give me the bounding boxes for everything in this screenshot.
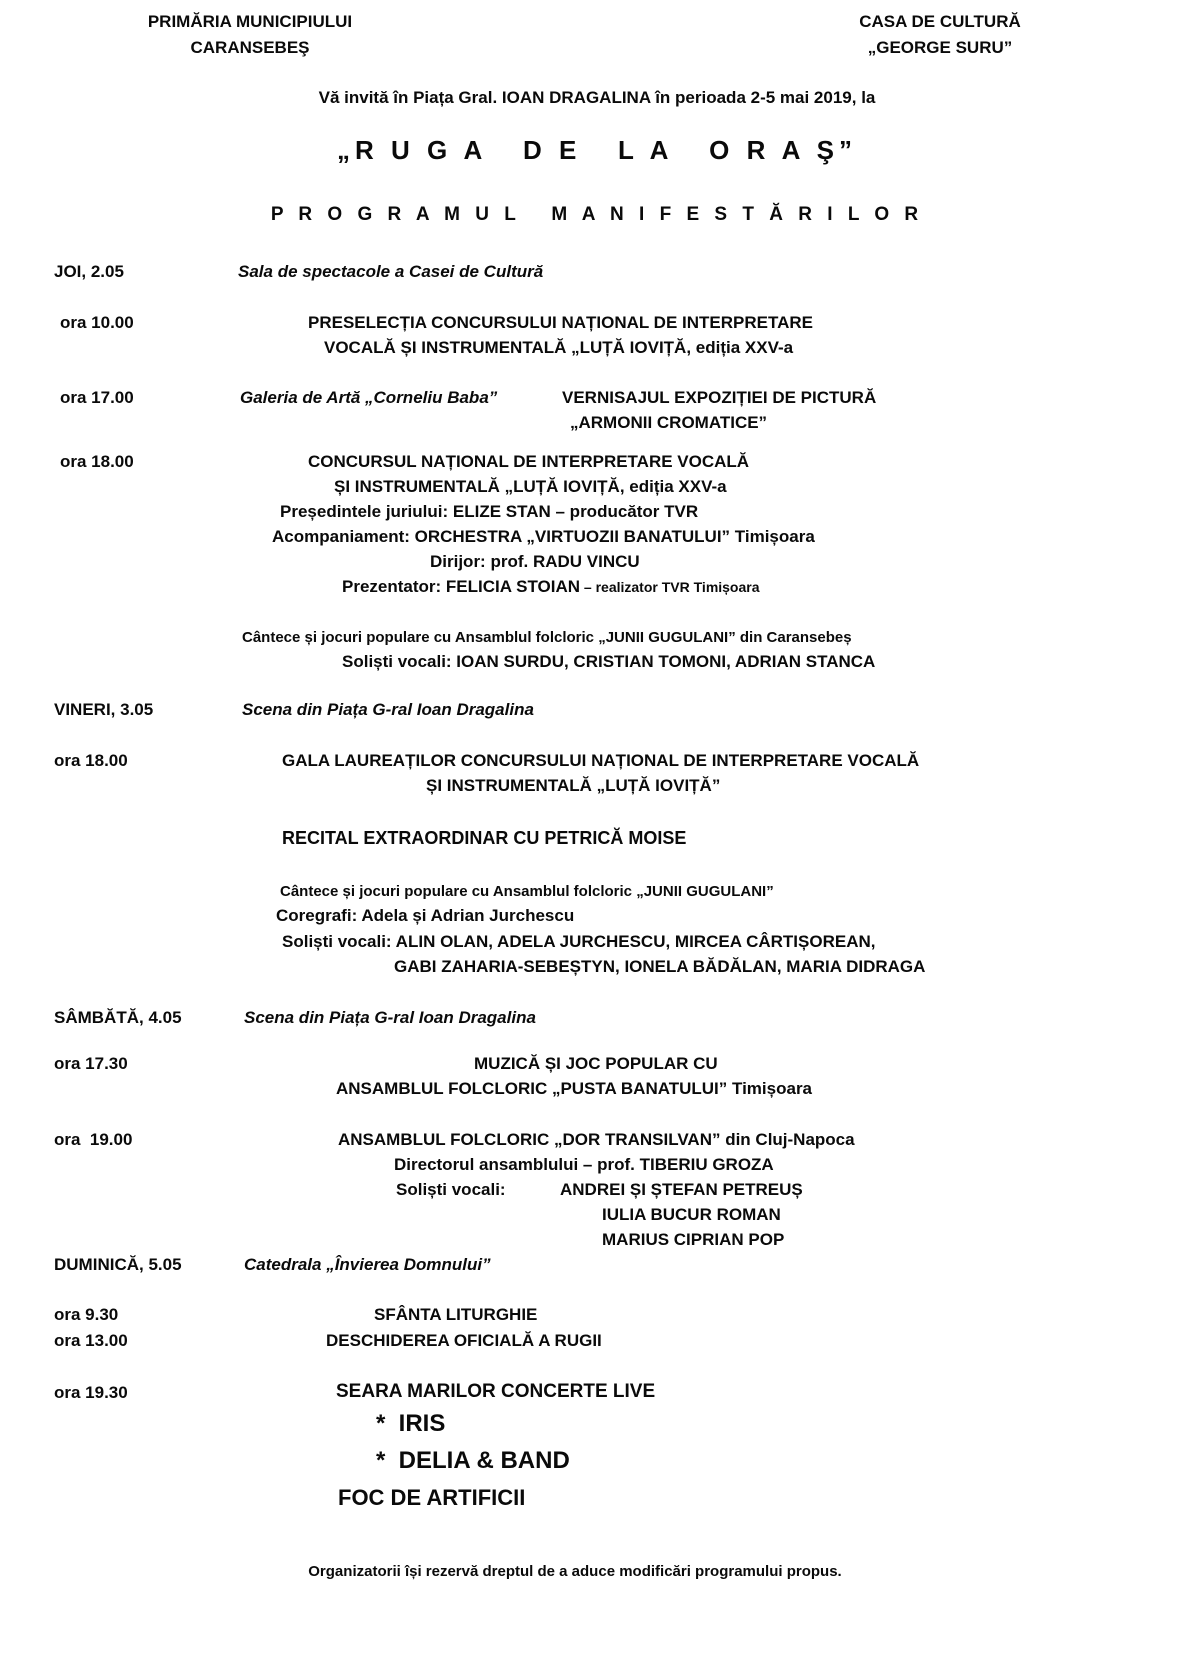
event-line: Soliști vocali:	[396, 1180, 506, 1199]
event-line: Soliști vocali: ALIN OLAN, ADELA JURCHESCU, MIRCEA CÂRTIȘOREAN,	[282, 932, 876, 951]
time-label: ora 9.30	[54, 1305, 119, 1324]
presenter-role: – realizator TVR Timișoara	[580, 579, 760, 595]
venue-sambata: Scena din Piața G-ral Ioan Dragalina	[244, 1008, 536, 1027]
event-line: „ARMONII CROMATICE”	[570, 413, 768, 432]
day-label-joi: JOI, 2.05	[54, 262, 124, 281]
footer-note: Organizatorii își rezervă dreptul de a aduce modificări programului propus.	[308, 1563, 842, 1580]
event-line: ȘI INSTRUMENTALĂ „LUȚĂ IOVIȚĂ, ediția XXV-a	[334, 477, 727, 496]
event-line: MUZICĂ ȘI JOC POPULAR CU	[474, 1054, 718, 1073]
day-label-vineri: VINERI, 3.05	[54, 700, 154, 719]
time-label: ora 13.00	[54, 1331, 128, 1350]
day-label-duminica: DUMINICĂ, 5.05	[54, 1255, 182, 1274]
invitation-text: Vă invită în Piața Gral. IOAN DRAGALINA în perioada 2-5 mai 2019, la	[318, 88, 876, 107]
event-line: Cântece și jocuri populare cu Ansamblul folcloric „JUNII GUGULANI”	[280, 883, 774, 900]
venue-duminica: Catedrala „Învierea Domnului”	[244, 1255, 491, 1274]
event-line: ANSAMBLUL FOLCLORIC „DOR TRANSILVAN” din Cluj-Napoca	[338, 1130, 855, 1149]
event-line: PRESELECȚIA CONCURSULUI NAȚIONAL DE INTERPRETARE	[308, 313, 813, 332]
fireworks-line: FOC DE ARTIFICII	[338, 1485, 526, 1510]
time-label: ora 17.00	[60, 388, 134, 407]
time-label: ora 10.00	[60, 313, 134, 332]
event-line: GALA LAUREAȚILOR CONCURSULUI NAȚIONAL DE INTERPRETARE VOCALĂ	[282, 751, 920, 770]
concert-act: * DELIA & BAND	[376, 1447, 570, 1474]
organizer-right-line1: CASA DE CULTURĂ	[859, 12, 1021, 31]
event-line: RECITAL EXTRAORDINAR CU PETRICĂ MOISE	[282, 828, 687, 848]
event-line: DESCHIDEREA OFICIALĂ A RUGII	[326, 1331, 602, 1350]
event-line	[342, 577, 760, 597]
event-line: VOCALĂ ȘI INSTRUMENTALĂ „LUȚĂ IOVIȚĂ, ediția XXV-a	[324, 338, 794, 357]
organizer-right-line2: „GEORGE SURU”	[867, 38, 1013, 57]
event-line: IULIA BUCUR ROMAN	[602, 1205, 781, 1224]
time-label: ora 19.00	[54, 1130, 133, 1149]
concert-act: * IRIS	[376, 1410, 446, 1437]
day-label-sambata: SÂMBĂTĂ, 4.05	[54, 1008, 182, 1027]
venue-joi: Sala de spectacole a Casei de Cultură	[238, 262, 544, 281]
event-line: Acompaniament: ORCHESTRA „VIRTUOZII BANATULUI” Timișoara	[272, 527, 815, 546]
event-line: GABI ZAHARIA-SEBEȘTYN, IONELA BĂDĂLAN, MARIA DIDRAGA	[394, 957, 926, 976]
organizer-left-line1: PRIMĂRIA MUNICIPIULUI	[147, 12, 353, 31]
time-label: ora 19.30	[54, 1383, 128, 1402]
event-line: VERNISAJUL EXPOZIȚIEI DE PICTURĂ	[562, 388, 877, 407]
program-subtitle: P R O G R A M U L M A N I F E S T Ă R I L O R	[270, 204, 924, 225]
presenter-name: Prezentator: FELICIA STOIAN	[342, 577, 581, 596]
event-line: MARIUS CIPRIAN POP	[602, 1230, 785, 1249]
time-label: ora 18.00	[54, 751, 128, 770]
time-label: ora 18.00	[60, 452, 134, 471]
event-line: Soliști vocali: IOAN SURDU, CRISTIAN TOMONI, ADRIAN STANCA	[342, 652, 876, 671]
event-line: Coregrafi: Adela și Adrian Jurchescu	[276, 906, 575, 925]
event-line: ANSAMBLUL FOLCLORIC „PUSTA BANATULUI” Timișoara	[336, 1079, 813, 1098]
event-line: Dirijor: prof. RADU VINCU	[430, 552, 640, 571]
event-line: Directorul ansamblului – prof. TIBERIU GROZA	[394, 1155, 774, 1174]
event-line: Cântece și jocuri populare cu Ansamblul folcloric „JUNII GUGULANI” din Caransebeș	[242, 629, 852, 646]
event-line: SFÂNTA LITURGHIE	[374, 1305, 538, 1324]
event-line: SEARA MARILOR CONCERTE LIVE	[336, 1381, 656, 1402]
event-line: CONCURSUL NAȚIONAL DE INTERPRETARE VOCALĂ	[308, 452, 750, 471]
venue-vineri: Scena din Piața G-ral Ioan Dragalina	[242, 700, 534, 719]
event-line: ȘI INSTRUMENTALĂ „LUȚĂ IOVIȚĂ”	[426, 776, 721, 795]
venue-gallery: Galeria de Artă „Corneliu Baba”	[240, 388, 498, 407]
event-line: Președintele juriului: ELIZE STAN – producător TVR	[280, 502, 699, 521]
event-line: ANDREI ȘI ȘTEFAN PETREUȘ	[560, 1180, 803, 1199]
organizer-left-line2: CARANSEBEŞ	[190, 38, 310, 57]
time-label: ora 17.30	[54, 1054, 128, 1073]
event-title: „R U G A D E L A O R A Ş”	[337, 135, 857, 165]
